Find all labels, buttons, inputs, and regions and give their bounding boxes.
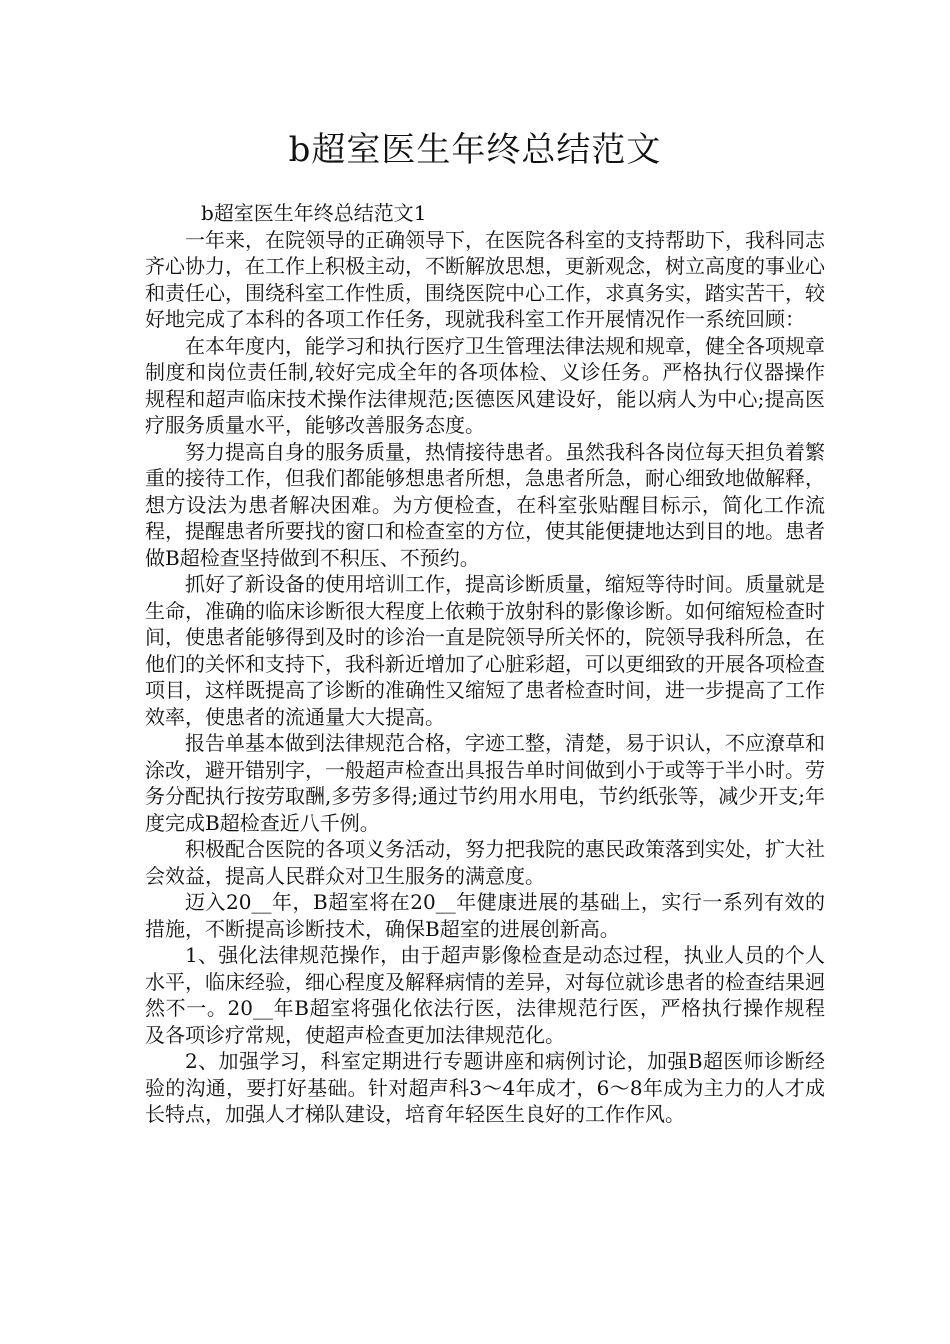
paragraph-item-2: 2、加强学习，科室定期进行专题讲座和病例讨论，加强B超医师诊断经验的沟通，要打好基础。针对超声科3～4年成才，6～8年成为主力的人才成长特点，加强人才梯队建设，培育年轻医生良好的工作作风。 bbox=[145, 1049, 825, 1126]
paragraph-equipment-training: 抓好了新设备的使用培训工作，提高诊断质量，缩短等待时间。质量就是生命，准确的临床诊断很大程度上依赖于放射科的影像诊断。如何缩短检查时间，使患者能够得到及时的诊治一直是院领导所关怀的，院领导我科所急，在他们的关怀和支持下，我科新近增加了心脏彩超，可以更细致的开展各项检查项目，这样既提高了诊断的准确性又缩短了患者检查时间，进一步提高了工作效率，使患者的流通量大大提高。 bbox=[145, 572, 825, 729]
paragraph-public-service: 积极配合医院的各项义务活动，努力把我院的惠民政策落到实处，扩大社会效益，提高人民群众对卫生服务的满意度。 bbox=[145, 837, 825, 888]
paragraph-regulations: 在本年度内，能学习和执行医疗卫生管理法律法规和规章，健全各项规章制度和岗位责任制,较好完成全年的各项体检、义诊任务。严格执行仪器操作规程和超声临床技术操作法律规范;医德医风建设好，能以病人为中心;提高医疗服务质量水平，能够改善服务态度。 bbox=[145, 333, 825, 437]
paragraph-item-1: 1、强化法律规范操作，由于超声影像检查是动态过程，执业人员的个人水平，临床经验，细心程度及解释病情的差异，对每位就诊患者的检查结果迥然不一。20__年B超室将强化依法行医，法律规范行医，严格执行操作规程及各项诊疗常规，使超声检查更加法律规范化。 bbox=[145, 943, 825, 1047]
document-body bbox=[145, 200, 825, 1128]
paragraph-intro: 一年来，在院领导的正确领导下，在医院各科室的支持帮助下，我科同志齐心协力，在工作上积极主动，不断解放思想，更新观念，树立高度的事业心和责任心，围绕科室工作性质，围绕医院中心工作，求真务实，踏实苦干，较好地完成了本科的各项工作任务，现就我科室工作开展情况作一系统回顾： bbox=[145, 227, 825, 331]
paragraph-next-year: 迈入20__年，B超室将在20__年健康进展的基础上，实行一系列有效的措施，不断提高诊断技术，确保B超室的进展创新高。 bbox=[145, 890, 825, 941]
section-heading: b超室医生年终总结范文1 bbox=[201, 201, 427, 225]
paragraph-service-quality: 努力提高自身的服务质量，热情接待患者。虽然我科各岗位每天担负着繁重的接待工作，但我们都能够想患者所想，急患者所急，耐心细致地做解释，想方设法为患者解决困难。为方便检查，在科室张贴醒目标示，简化工作流程，提醒患者所要找的窗口和检查室的方位，使其能便捷地达到目的地。患者做B超检查坚持做到不积压、不预约。 bbox=[145, 439, 825, 570]
paragraph-reports: 报告单基本做到法律规范合格，字迹工整，清楚，易于识认，不应潦草和涂改，避开错别字，一般超声检查出具报告单时间做到小于或等于半小时。劳务分配执行按劳取酬,多劳多得;通过节约用水用电，节约纸张等，减少开支;年度完成B超检查近八千例。 bbox=[145, 731, 825, 835]
document-title: b超室医生年终总结范文 bbox=[288, 130, 662, 170]
